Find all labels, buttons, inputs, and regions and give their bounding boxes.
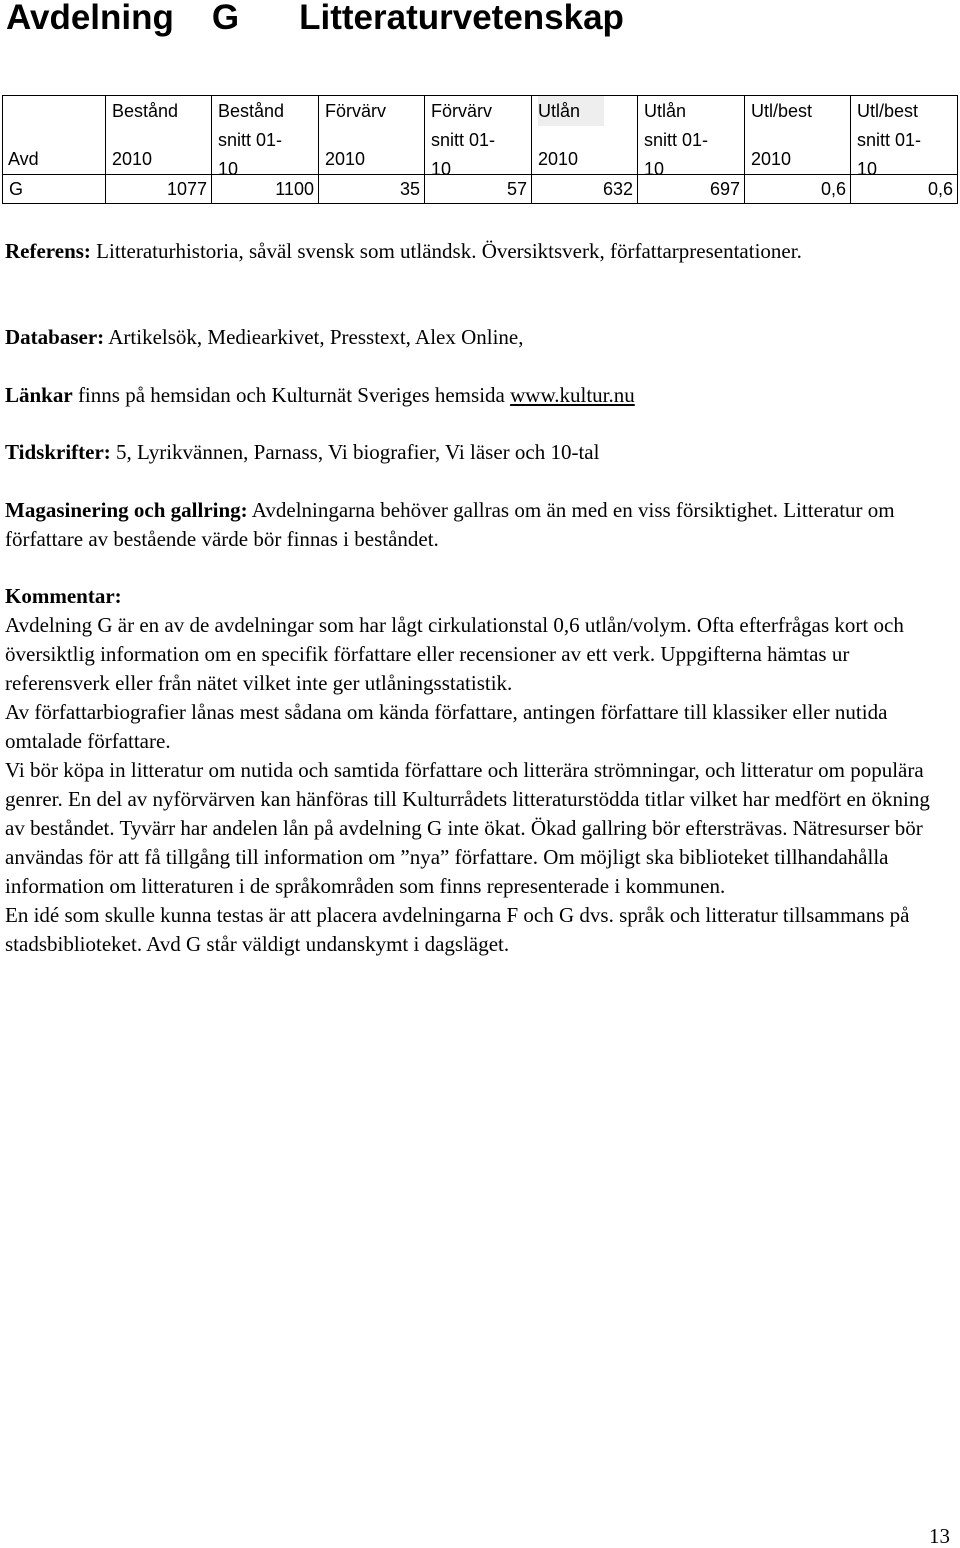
header-label: Förvärv snitt 01- 10	[431, 101, 496, 179]
header-cell-bestand-snitt	[212, 96, 319, 179]
table-header-row	[3, 96, 958, 175]
section-tidskrifter	[5, 438, 953, 467]
kultur-link[interactable]: www.kultur.nu	[510, 383, 635, 407]
header-cell-forvarv-snitt	[425, 96, 532, 179]
section-referens	[5, 237, 953, 266]
header-year: 2010	[112, 149, 153, 169]
header-cell-bestand	[106, 96, 212, 175]
page-title	[6, 0, 624, 40]
header-label: Förvärv	[325, 101, 387, 121]
title-prefix: Avdelning	[6, 0, 174, 37]
kommentar-paragraph: Av författarbiografier lånas mest sådana om kända författare, antingen författare till klassiker eller nutida omtalade författare.	[5, 700, 888, 753]
section-label: Tidskrifter:	[5, 440, 111, 464]
section-label: Länkar	[5, 383, 73, 407]
section-label: Referens:	[5, 239, 91, 263]
header-label: Utlån	[538, 96, 604, 126]
section-text: 5, Lyrikvännen, Parnass, Vi biografier, Vi läser och 10-tal	[110, 440, 600, 464]
kommentar-paragraph: En idé som skulle kunna testas är att placera avdelningarna F och G dvs. språk och litteratur tillsammans på stadsbiblioteket. Avd G står väldigt undanskymt i dagsläget.	[5, 903, 910, 956]
section-text: finns på hemsidan och Kulturnät Sveriges hemsida	[72, 383, 511, 407]
header-year: 2010	[538, 149, 579, 169]
header-cell-utl-best	[745, 96, 851, 175]
header-year: 2010	[325, 149, 366, 169]
section-label: Kommentar:	[5, 584, 122, 608]
section-magasinering	[5, 496, 953, 554]
section-kommentar	[5, 582, 953, 959]
cell-bestand-snitt: 1100	[212, 175, 319, 204]
cell-utl-best-snitt: 0,6	[851, 175, 958, 204]
title-department-name: Litteraturvetenskap	[299, 0, 624, 37]
header-label: Bestånd snitt 01- 10	[218, 101, 285, 179]
section-lankar	[5, 381, 953, 410]
header-label: Utl/best	[751, 101, 813, 121]
header-label: Utl/best snitt 01- 10	[857, 101, 922, 179]
header-cell-utlan	[532, 96, 638, 175]
header-label: Avd	[8, 149, 39, 169]
header-cell-forvarv	[319, 96, 425, 175]
page-number: 13	[929, 1524, 950, 1548]
header-label: Utlån snitt 01- 10	[644, 101, 709, 179]
header-year: 2010	[751, 149, 792, 169]
cell-utl-best-2010: 0,6	[745, 175, 851, 204]
cell-bestand-2010: 1077	[106, 175, 212, 204]
cell-utlan-snitt: 697	[638, 175, 745, 204]
section-text: Avdelningarna behöver gallras om än med en viss försiktighet. Litteratur om författare av bestående värde bör finnas i beståndet.	[5, 498, 895, 551]
kommentar-paragraph: Vi bör köpa in litteratur om nutida och samtida författare och litterära strömningar, och litteratur om populära genrer. En del av nyförvärven kan hänföras till Kulturrådets litteraturstödda titlar vilket har medfört en ökning av beståndet. Tyvärr har andelen lån på avdelning G inte ökat. Ökad gallring bör eftersträvas. Nätresurser bör användas för att få tillgång till information om ”nya” författare. Om möjligt ska biblioteket tillhandahålla information om litteraturen i de språkområden som finns representerade i kommunen.	[5, 758, 930, 898]
section-databaser	[5, 323, 953, 352]
header-label: Bestånd	[112, 101, 179, 121]
title-department-code: G	[211, 0, 240, 37]
section-text: Litteraturhistoria, såväl svensk som utländsk. Översiktsverk, författarpresentationer.	[90, 239, 802, 263]
header-cell-utl-best-snitt	[851, 96, 958, 179]
cell-avd: G	[3, 175, 106, 204]
section-label: Databaser:	[5, 325, 105, 349]
statistics-table	[2, 95, 958, 204]
section-text: Artikelsök, Mediearkivet, Presstext, Alex Online,	[104, 325, 524, 349]
header-cell-avd	[3, 96, 106, 175]
kommentar-paragraph: Avdelning G är en av de avdelningar som har lågt cirkulationstal 0,6 utlån/volym. Ofta efterfrågas kort och översiktlig information om en specifik författare eller recensioner av ett verk. Uppgifterna hämtas ur referensverk eller från nätet vilket inte ger utlåningsstatistik.	[5, 613, 904, 695]
cell-forvarv-snitt: 57	[425, 175, 532, 204]
section-label: Magasinering och gallring:	[5, 498, 248, 522]
cell-utlan-2010: 632	[532, 175, 638, 204]
header-cell-utlan-snitt	[638, 96, 745, 179]
cell-forvarv-2010: 35	[319, 175, 425, 204]
